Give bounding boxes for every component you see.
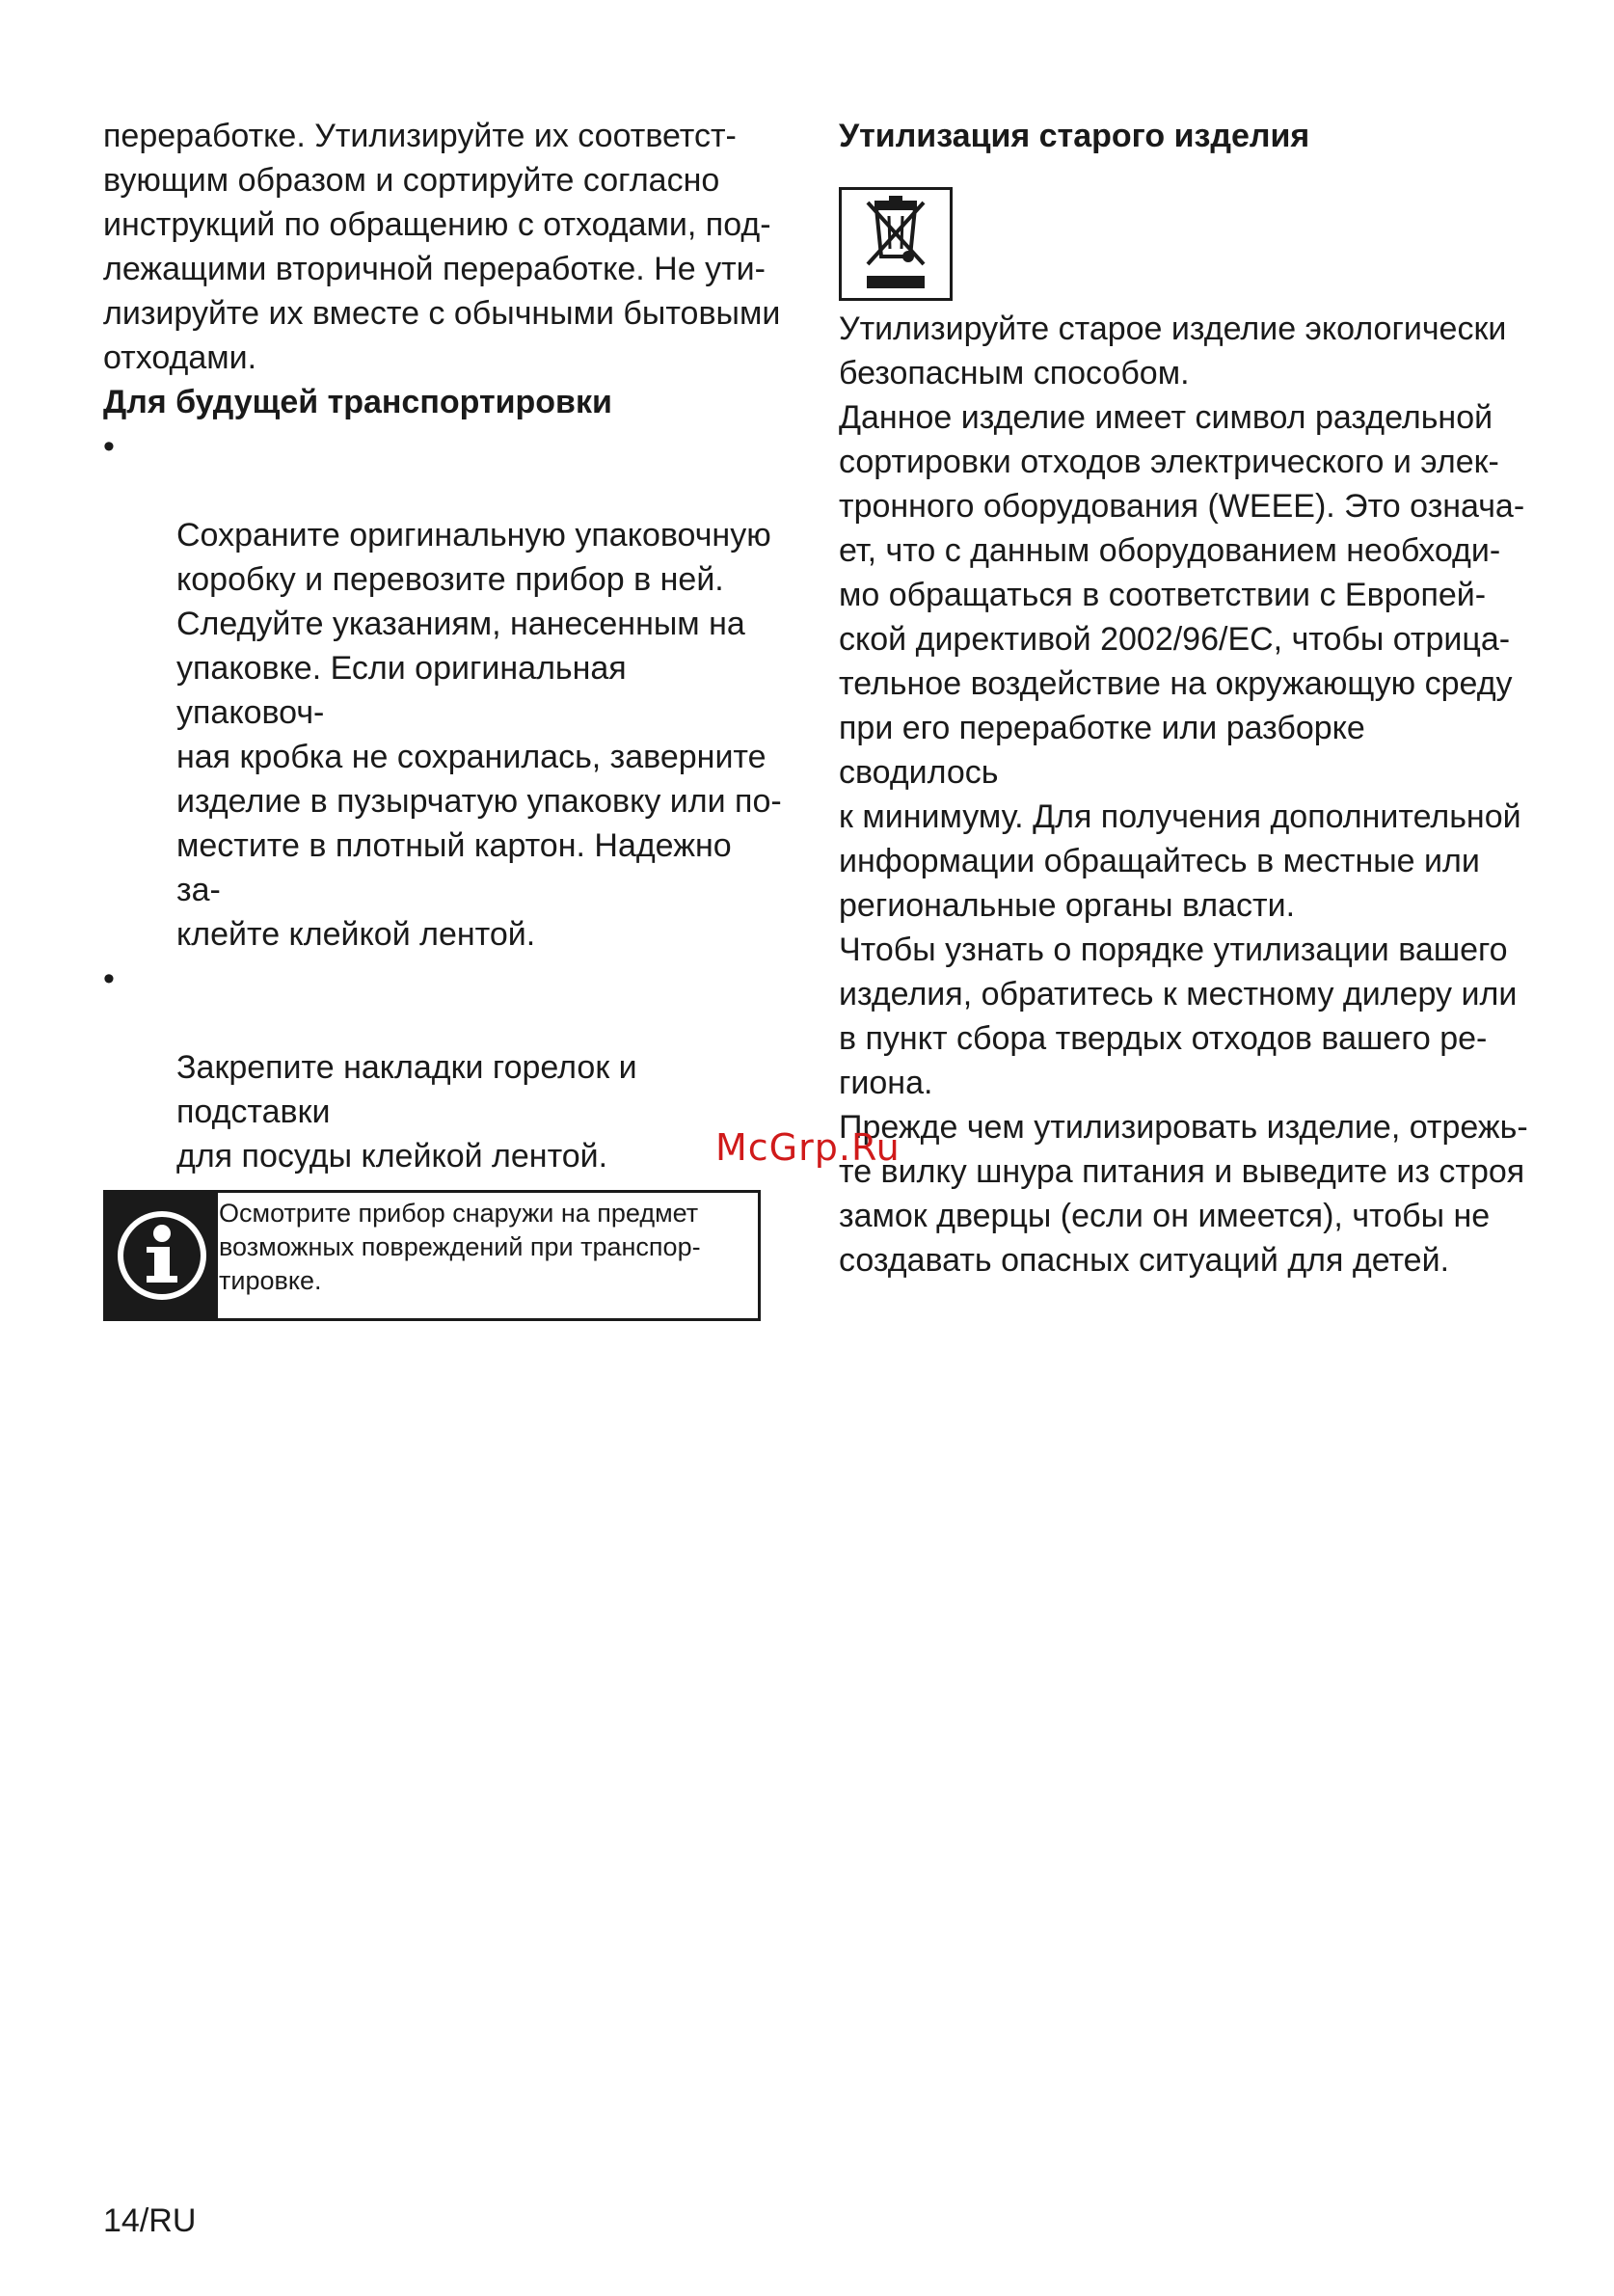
right-column xyxy=(839,114,1533,1283)
bullet-text: Сохраните оригинальную упаковочную коробку и перевозите прибор в ней. Следуйте указаниям, нанесенным на упаковке. Если оригинальная упаковоч- ная кробка не сохранилась, заверните изделие в пузырчатую упаковку или по- местите в плотный картон. Надежно за- клейте клейкой лентой. xyxy=(176,517,782,953)
transport-heading: Для будущей транспортировки xyxy=(103,384,612,420)
disposal-paragraph: Чтобы узнать о порядке утилизации вашего изделия, обратитесь к местному дилеру или в пункт сбора твердых отходов вашего ре- гиона. xyxy=(839,932,1518,1101)
bullet-item xyxy=(103,424,783,957)
watermark-text: McGrp.Ru xyxy=(715,1126,901,1169)
disposal-heading: Утилизация старого изделия xyxy=(839,118,1310,154)
left-column xyxy=(103,114,783,1321)
info-icon xyxy=(106,1193,218,1318)
weee-crossed-bin-icon xyxy=(839,187,953,301)
bullet-mark: • xyxy=(103,428,115,465)
info-note-text: Осмотрите прибор снаружи на предмет возможных повреждений при транспор- тировке. xyxy=(219,1199,701,1295)
page-number: 14/RU xyxy=(103,2202,197,2239)
info-note-box xyxy=(103,1190,761,1321)
bullet-item xyxy=(103,957,783,1178)
disposal-paragraph: Утилизируйте старое изделие экологически безопасным способом. xyxy=(839,311,1507,392)
transport-bullet-list xyxy=(103,424,783,1178)
disposal-paragraph: Данное изделие имеет символ раздельной сортировки отходов электрического и элек- тронного оборудования (WEEE). Это означа- ет, что с данным оборудованием необходи- мо обращаться в соответствии с Европей- ской директивой 2002/96/EC, чтобы отрица- тельное воздействие на окружающую среду при его переработке или разборке сводилось к минимуму. Для получения дополнительной информации обращайтесь в местные или региональные органы власти. xyxy=(839,399,1525,924)
intro-paragraph: переработке. Утилизируйте их соответст- вующим образом и сортируйте согласно инструкций по обращению с отходами, под- лежащими вторичной переработке. Не ути- лизируйте их вместе с обычными бытовыми отходами. xyxy=(103,118,781,376)
bullet-mark: • xyxy=(103,960,115,997)
disposal-paragraph: Прежде чем утилизировать изделие, отрежь- те вилку шнура питания и выведите из строя замок дверцы (если он имеется), чтобы не создавать опасных ситуаций для детей. xyxy=(839,1109,1528,1279)
bullet-text: Закрепите накладки горелок и подставки для посуды клейкой лентой. xyxy=(176,1049,637,1175)
